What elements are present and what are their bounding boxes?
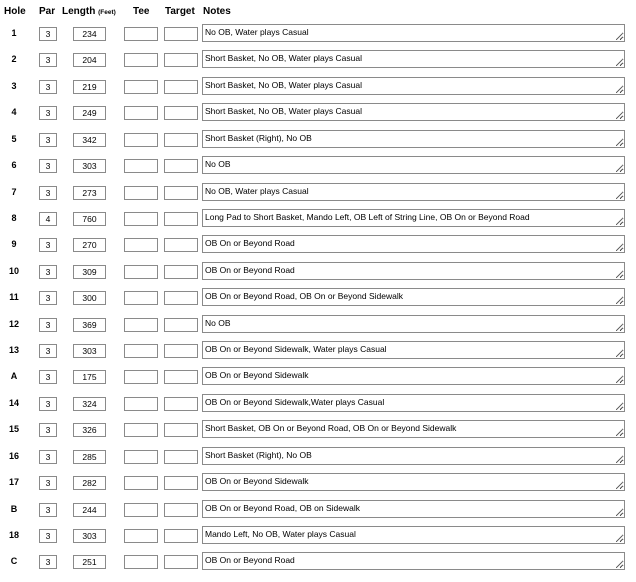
notes-textarea[interactable]: [202, 473, 625, 491]
target-input[interactable]: [164, 80, 198, 94]
resize-handle-icon[interactable]: [616, 33, 623, 40]
length-input[interactable]: [73, 27, 106, 41]
notes-textarea[interactable]: [202, 130, 625, 148]
hole-number: 9: [11, 239, 17, 250]
length-input[interactable]: [73, 555, 106, 569]
notes-textarea[interactable]: [202, 394, 625, 412]
notes-textarea[interactable]: [202, 209, 625, 227]
notes-text: OB On or Beyond Sidewalk, Water plays Casual: [205, 344, 387, 355]
target-input[interactable]: [164, 344, 198, 358]
table-row: [0, 500, 636, 520]
notes-text: No OB: [205, 317, 231, 328]
par-input[interactable]: [39, 53, 57, 67]
notes-text: Short Basket, OB On or Beyond Road, OB On or Beyond Sidewalk: [205, 423, 457, 434]
length-input[interactable]: [73, 423, 106, 437]
notes-textarea[interactable]: [202, 552, 625, 570]
tee-input[interactable]: [124, 27, 158, 41]
resize-handle-icon[interactable]: [616, 482, 623, 489]
notes-textarea[interactable]: [202, 367, 625, 385]
resize-handle-icon[interactable]: [616, 59, 623, 66]
table-row: [0, 473, 636, 493]
tee-input[interactable]: [124, 159, 158, 173]
tee-input[interactable]: [124, 318, 158, 332]
notes-textarea[interactable]: [202, 526, 625, 544]
notes-text: OB On or Beyond Road: [205, 555, 295, 566]
target-input[interactable]: [164, 27, 198, 41]
length-input[interactable]: [73, 80, 106, 94]
tee-input[interactable]: [124, 344, 158, 358]
tee-input[interactable]: [124, 370, 158, 384]
tee-input[interactable]: [124, 186, 158, 200]
resize-handle-icon[interactable]: [616, 297, 623, 304]
hole-number: 15: [8, 424, 19, 435]
length-input[interactable]: [73, 238, 106, 252]
resize-handle-icon[interactable]: [616, 403, 623, 410]
target-input[interactable]: [164, 212, 198, 226]
notes-textarea[interactable]: [202, 156, 625, 174]
hole-number: 18: [8, 529, 19, 540]
notes-textarea[interactable]: [202, 50, 625, 68]
resize-handle-icon[interactable]: [616, 218, 623, 225]
length-input[interactable]: [73, 186, 106, 200]
target-input[interactable]: [164, 476, 198, 490]
hole-number: 8: [11, 212, 17, 223]
notes-textarea[interactable]: [202, 500, 625, 518]
target-input[interactable]: [164, 370, 198, 384]
length-input[interactable]: [73, 133, 106, 147]
target-input[interactable]: [164, 238, 198, 252]
resize-handle-icon[interactable]: [616, 429, 623, 436]
par-input[interactable]: [39, 80, 57, 94]
tee-input[interactable]: [124, 212, 158, 226]
notes-textarea[interactable]: [202, 235, 625, 253]
notes-textarea[interactable]: [202, 315, 625, 333]
tee-input[interactable]: [124, 503, 158, 517]
resize-handle-icon[interactable]: [616, 192, 623, 199]
table-row: [0, 552, 636, 572]
notes-textarea[interactable]: [202, 341, 625, 359]
resize-handle-icon[interactable]: [616, 376, 623, 383]
length-input[interactable]: [73, 318, 106, 332]
tee-input[interactable]: [124, 80, 158, 94]
hole-number: 14: [8, 397, 19, 408]
tee-input[interactable]: [124, 133, 158, 147]
tee-input[interactable]: [124, 529, 158, 543]
hole-number: 6: [11, 160, 17, 171]
target-input[interactable]: [164, 423, 198, 437]
hole-number: 17: [8, 477, 19, 488]
target-input[interactable]: [164, 450, 198, 464]
table-row: [0, 315, 636, 335]
resize-handle-icon[interactable]: [616, 139, 623, 146]
par-input[interactable]: [39, 212, 57, 226]
length-input[interactable]: [73, 265, 106, 279]
tee-input[interactable]: [124, 291, 158, 305]
par-input[interactable]: [39, 370, 57, 384]
notes-text: Short Basket (Right), No OB: [205, 132, 312, 143]
notes-text: OB On or Beyond Road: [205, 264, 295, 275]
resize-handle-icon[interactable]: [616, 324, 623, 331]
par-input[interactable]: [39, 186, 57, 200]
par-input[interactable]: [39, 291, 57, 305]
resize-handle-icon[interactable]: [616, 271, 623, 278]
par-input[interactable]: [39, 238, 57, 252]
par-input[interactable]: [39, 318, 57, 332]
notes-textarea[interactable]: [202, 103, 625, 121]
resize-handle-icon[interactable]: [616, 509, 623, 516]
hole-number: 4: [11, 107, 17, 118]
target-input[interactable]: [164, 159, 198, 173]
table-row: [0, 103, 636, 123]
resize-handle-icon[interactable]: [616, 535, 623, 542]
tee-input[interactable]: [124, 106, 158, 120]
par-input[interactable]: [39, 503, 57, 517]
table-row: [0, 394, 636, 414]
hole-number: 11: [9, 292, 19, 303]
notes-text: No OB, Water plays Casual: [205, 27, 309, 37]
header-par: Par: [39, 6, 56, 17]
length-input[interactable]: [73, 291, 106, 305]
hole-number: B: [10, 503, 18, 514]
tee-input[interactable]: [124, 555, 158, 569]
target-input[interactable]: [164, 503, 198, 517]
header-length-unit: (Feet): [98, 9, 116, 16]
notes-text: Mando Left, No OB, Water plays Casual: [205, 528, 356, 539]
table-row: [0, 235, 636, 255]
table-row: [0, 77, 636, 97]
table-row: [0, 341, 636, 361]
notes-text: OB On or Beyond Sidewalk: [205, 370, 309, 381]
resize-handle-icon[interactable]: [616, 244, 623, 251]
notes-textarea[interactable]: [202, 262, 625, 280]
notes-textarea[interactable]: [202, 24, 625, 42]
par-input[interactable]: [39, 344, 57, 358]
target-input[interactable]: [164, 133, 198, 147]
par-input[interactable]: [39, 133, 57, 147]
notes-textarea[interactable]: [202, 447, 625, 465]
notes-text: OB On or Beyond Road, OB On or Beyond Sidewalk: [205, 291, 403, 302]
hole-number: A: [10, 371, 18, 382]
table-row: [0, 288, 636, 308]
header-notes: Notes: [203, 6, 231, 17]
resize-handle-icon[interactable]: [616, 112, 623, 119]
hole-number: 2: [11, 54, 17, 65]
length-input[interactable]: [73, 53, 106, 67]
tee-input[interactable]: [124, 476, 158, 490]
resize-handle-icon[interactable]: [616, 561, 623, 568]
notes-text: No OB: [205, 159, 231, 170]
notes-text: Short Basket (Right), No OB: [205, 449, 312, 460]
length-input[interactable]: [73, 344, 106, 358]
length-input[interactable]: [73, 450, 106, 464]
notes-text: OB On or Beyond Sidewalk: [205, 476, 309, 487]
target-input[interactable]: [164, 555, 198, 569]
table-row: [0, 209, 636, 229]
length-input[interactable]: [73, 159, 106, 173]
tee-input[interactable]: [124, 397, 158, 411]
par-input[interactable]: [39, 159, 57, 173]
par-input[interactable]: [39, 265, 57, 279]
table-row: [0, 130, 636, 150]
header-tee: Tee: [133, 6, 150, 17]
length-input[interactable]: [73, 106, 106, 120]
hole-number: 13: [8, 345, 19, 356]
table-row: [0, 367, 636, 387]
tee-input[interactable]: [124, 423, 158, 437]
length-input[interactable]: [73, 476, 106, 490]
hole-number: 1: [11, 28, 17, 38]
table-row: [0, 156, 636, 176]
hole-number: C: [10, 556, 18, 567]
par-input[interactable]: [39, 106, 57, 120]
hole-number: 16: [8, 450, 19, 461]
target-input[interactable]: [164, 397, 198, 411]
notes-textarea[interactable]: [202, 420, 625, 438]
target-input[interactable]: [164, 291, 198, 305]
table-row: [0, 420, 636, 440]
notes-textarea[interactable]: [202, 288, 625, 306]
notes-text: No OB, Water plays Casual: [205, 185, 309, 196]
tee-input[interactable]: [124, 265, 158, 279]
length-input[interactable]: [73, 370, 106, 384]
length-input[interactable]: [73, 212, 106, 226]
length-input[interactable]: [73, 529, 106, 543]
table-row: [0, 183, 636, 203]
notes-text: Short Basket, No OB, Water plays Casual: [205, 53, 362, 64]
target-input[interactable]: [164, 186, 198, 200]
target-input[interactable]: [164, 318, 198, 332]
target-input[interactable]: [164, 53, 198, 67]
resize-handle-icon[interactable]: [616, 86, 623, 93]
notes-text: OB On or Beyond Road: [205, 238, 295, 249]
header-hole: Hole: [4, 6, 26, 17]
target-input[interactable]: [164, 265, 198, 279]
table-row: [0, 262, 636, 282]
length-input[interactable]: [73, 397, 106, 411]
tee-input[interactable]: [124, 53, 158, 67]
table-row: [0, 447, 636, 467]
par-input[interactable]: [39, 27, 57, 41]
table-row: [0, 526, 636, 546]
hole-number: 10: [8, 265, 19, 276]
tee-input[interactable]: [124, 238, 158, 252]
target-input[interactable]: [164, 106, 198, 120]
par-input[interactable]: [39, 450, 57, 464]
resize-handle-icon[interactable]: [616, 456, 623, 463]
resize-handle-icon[interactable]: [616, 350, 623, 357]
hole-number: 12: [8, 318, 19, 329]
table-row: [0, 50, 636, 70]
notes-text: OB On or Beyond Road, OB on Sidewalk: [205, 502, 360, 513]
notes-text: Short Basket, No OB, Water plays Casual: [205, 79, 362, 90]
par-input[interactable]: [39, 397, 57, 411]
target-input[interactable]: [164, 529, 198, 543]
hole-number: 5: [11, 133, 17, 144]
resize-handle-icon[interactable]: [616, 165, 623, 172]
notes-textarea[interactable]: [202, 183, 625, 201]
notes-textarea[interactable]: [202, 77, 625, 95]
notes-text: Long Pad to Short Basket, Mando Left, OB Left of String Line, OB On or Beyond Road: [205, 211, 530, 222]
tee-input[interactable]: [124, 450, 158, 464]
hole-number: 3: [11, 80, 17, 91]
par-input[interactable]: [39, 555, 57, 569]
notes-text: Short Basket, No OB, Water plays Casual: [205, 106, 362, 117]
header-target: Target: [165, 6, 195, 17]
par-input[interactable]: [39, 476, 57, 490]
length-input[interactable]: [73, 503, 106, 517]
header-length-label: Length: [62, 6, 96, 17]
notes-text: OB On or Beyond Sidewalk,Water plays Casual: [205, 396, 385, 407]
hole-number: 7: [11, 186, 17, 197]
par-input[interactable]: [39, 423, 57, 437]
par-input[interactable]: [39, 529, 57, 543]
table-row: [0, 24, 636, 44]
